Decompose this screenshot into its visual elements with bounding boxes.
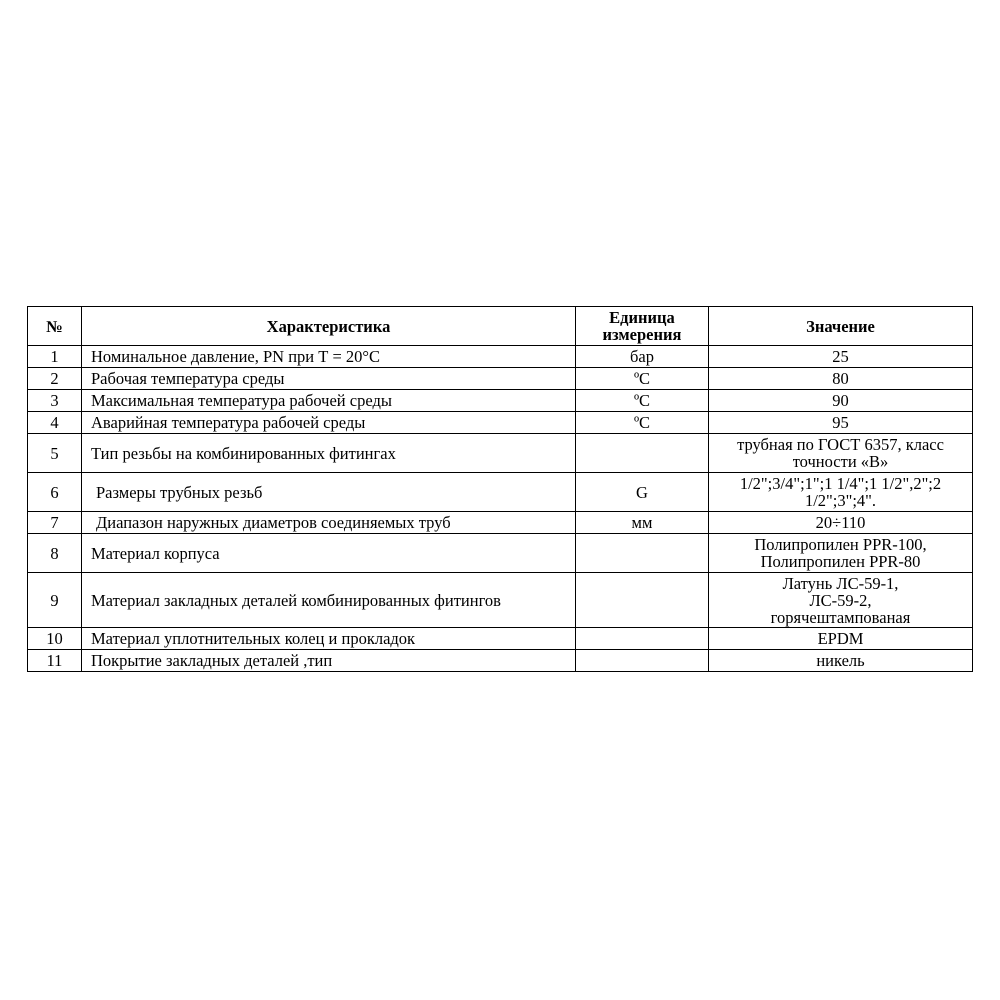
table-row	[28, 534, 973, 573]
header-value: Значение	[709, 307, 973, 346]
table-row	[28, 512, 973, 534]
table-row	[28, 434, 973, 473]
header-num: №	[28, 307, 82, 346]
row-value-line: 1/2";3/4";1";1 1/4";1 1/2",2";2	[739, 474, 942, 493]
table-row	[28, 473, 973, 512]
row-value-line: 1/2";3";4".	[804, 491, 877, 510]
header-unit-line1: Единица	[609, 308, 675, 327]
row-value-line: горячештампованая	[770, 607, 911, 627]
row-num: 7	[28, 512, 82, 534]
row-num: 6	[28, 473, 82, 512]
header-characteristic: Характеристика	[82, 307, 576, 346]
table-header-row	[28, 307, 973, 346]
row-characteristic: Материал корпуса	[82, 534, 576, 573]
row-value-line: EPDM	[817, 629, 864, 648]
header-unit	[576, 307, 709, 346]
table-row	[28, 368, 973, 390]
row-characteristic: Размеры трубных резьб	[82, 473, 576, 512]
row-value-line: 20÷110	[815, 513, 866, 532]
row-unit: бар	[576, 346, 709, 368]
row-value	[709, 628, 973, 650]
row-unit	[576, 573, 709, 628]
specifications-table	[27, 306, 973, 672]
row-unit	[576, 534, 709, 573]
row-value-line: точности «В»	[792, 452, 889, 471]
row-num: 3	[28, 390, 82, 412]
row-unit	[576, 650, 709, 672]
row-characteristic: Номинальное давление, PN при Т = 20°С	[82, 346, 576, 368]
row-value-line: Полипропилен PPR-100,	[754, 535, 927, 554]
row-value-line: ЛС-59-2,	[809, 590, 872, 610]
row-value	[709, 512, 973, 534]
row-value	[709, 573, 973, 628]
row-value-line: Полипропилен PPR-80	[760, 552, 921, 571]
table-row	[28, 412, 973, 434]
row-characteristic: Диапазон наружных диаметров соединяемых труб	[82, 512, 576, 534]
row-value	[709, 650, 973, 672]
row-value	[709, 434, 973, 473]
row-unit: ºС	[576, 390, 709, 412]
row-unit: мм	[576, 512, 709, 534]
table-row	[28, 628, 973, 650]
table-row	[28, 390, 973, 412]
row-num: 5	[28, 434, 82, 473]
row-value	[709, 534, 973, 573]
row-characteristic: Материал закладных деталей комбинированных фитингов	[82, 573, 576, 628]
row-value-line: 25	[832, 347, 849, 366]
row-num: 1	[28, 346, 82, 368]
row-value	[709, 473, 973, 512]
row-characteristic: Материал уплотнительных колец и прокладок	[82, 628, 576, 650]
row-num: 11	[28, 650, 82, 672]
row-value	[709, 346, 973, 368]
row-num: 2	[28, 368, 82, 390]
row-characteristic: Покрытие закладных деталей ,тип	[82, 650, 576, 672]
row-unit: ºС	[576, 368, 709, 390]
row-value	[709, 390, 973, 412]
table-row	[28, 573, 973, 628]
row-characteristic: Максимальная температура рабочей среды	[82, 390, 576, 412]
table-row	[28, 650, 973, 672]
row-value-line: 80	[832, 369, 849, 388]
row-unit: ºС	[576, 412, 709, 434]
row-unit: G	[576, 473, 709, 512]
row-value-line: 90	[832, 391, 849, 410]
row-value-line: Латунь ЛС-59-1,	[782, 573, 899, 593]
row-value	[709, 412, 973, 434]
row-value-line: 95	[832, 413, 849, 432]
row-num: 10	[28, 628, 82, 650]
row-num: 9	[28, 573, 82, 628]
row-unit	[576, 628, 709, 650]
row-num: 4	[28, 412, 82, 434]
row-num: 8	[28, 534, 82, 573]
row-characteristic: Аварийная температура рабочей среды	[82, 412, 576, 434]
row-characteristic: Рабочая температура среды	[82, 368, 576, 390]
row-value	[709, 368, 973, 390]
row-value-line: никель	[816, 651, 865, 670]
row-characteristic: Тип резьбы на комбинированных фитингах	[82, 434, 576, 473]
header-unit-line2: измерения	[602, 325, 682, 344]
row-unit	[576, 434, 709, 473]
row-value-line: трубная по ГОСТ 6357, класс	[737, 435, 944, 454]
table-row	[28, 346, 973, 368]
